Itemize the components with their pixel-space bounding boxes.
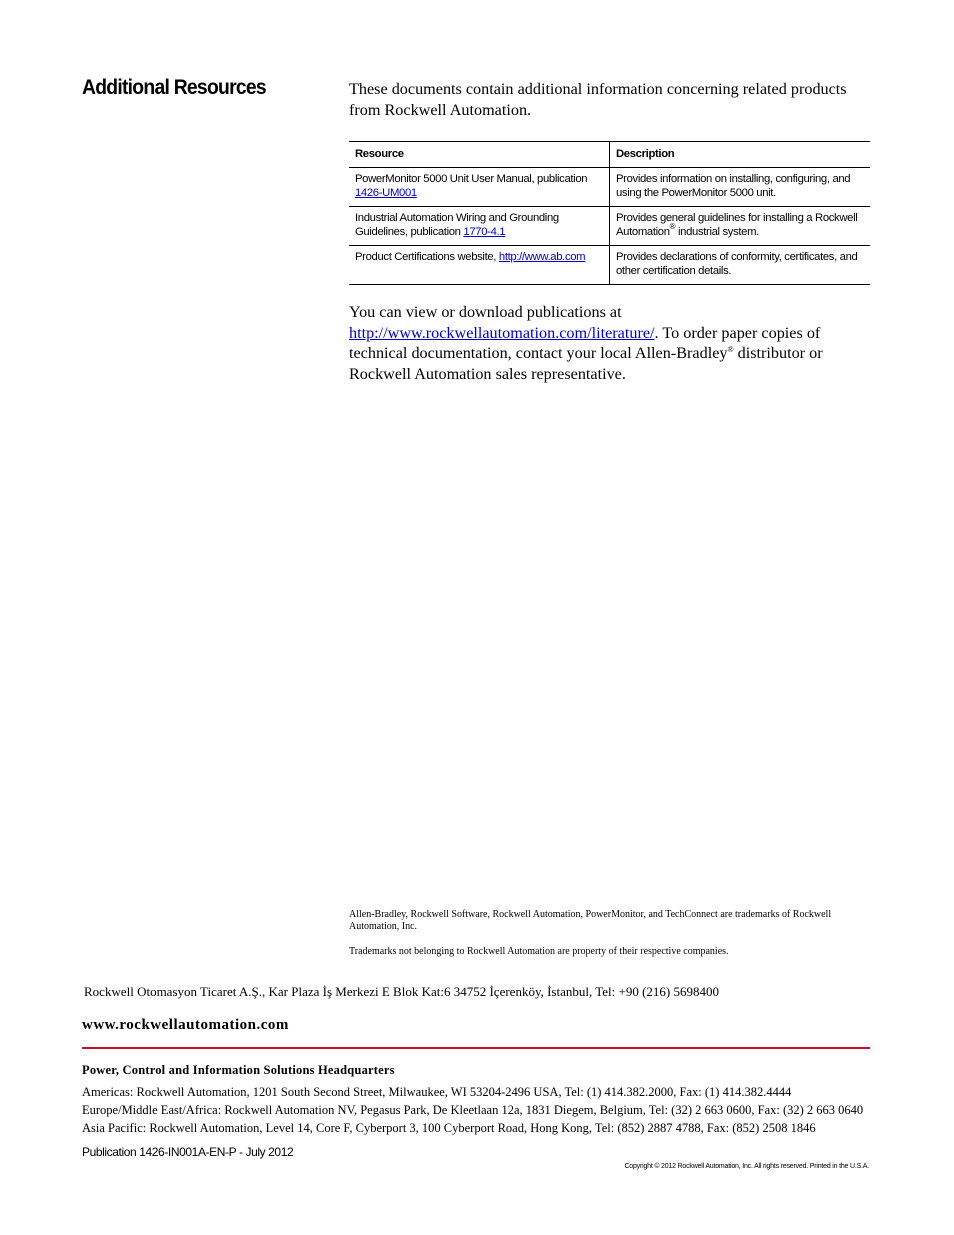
hq-americas: Americas: Rockwell Automation, 1201 South Second Street, Milwaukee, WI 53204-2496 USA, Tel: (1) 414.382.2000, Fax: (1) 414.382.4444 xyxy=(82,1085,792,1099)
resource-link-ab-com[interactable]: http://www.ab.com xyxy=(498,251,586,263)
section-title: Additional Resources xyxy=(82,76,266,99)
registered-mark: ® xyxy=(669,222,676,231)
copyright-notice: Copyright © 2012 Rockwell Automation, Inc. All rights reserved. Printed in the U.S.A. xyxy=(624,1163,869,1170)
table-header-row xyxy=(349,142,870,168)
registered-mark: ® xyxy=(727,345,734,354)
header-description: Description xyxy=(610,142,871,168)
view-text: distributor or Rockwell Automation sales representative. xyxy=(349,344,823,383)
literature-link[interactable]: http://www.rockwellautomation.com/literature/ xyxy=(349,323,655,342)
description-cell: Provides information on installing, configuring, and using the PowerMonitor 5000 unit. xyxy=(610,168,871,207)
description-cell: Provides declarations of conformity, certificates, and other certification details. xyxy=(616,251,858,277)
header-resource: Resource xyxy=(349,142,610,168)
website-url: www.rockwellautomation.com xyxy=(82,1017,289,1033)
resource-cell xyxy=(349,168,610,207)
table-row xyxy=(349,168,870,207)
resource-link-um001[interactable]: 1426-UM001 xyxy=(355,187,417,199)
description-text: Provides general guidelines for installing a Rockwell Automation xyxy=(616,212,858,238)
resource-cell xyxy=(349,207,610,246)
hq-emea: Europe/Middle East/Africa: Rockwell Automation NV, Pegasus Park, De Kleetlaan 12a, 1831 Diegem, Belgium, Tel: (32) 2 663 0600, Fax: (32) 2 663 0640 xyxy=(82,1103,864,1117)
table-row xyxy=(349,207,870,246)
divider-rule xyxy=(82,1047,870,1049)
table-row xyxy=(349,246,870,285)
resource-text: Industrial Automation Wiring and Grounding Guidelines, publication xyxy=(355,212,559,238)
description-cell xyxy=(610,207,871,246)
view-download-paragraph xyxy=(349,302,849,384)
view-text: . To order paper copies of technical documentation, contact your local Allen-Bradley xyxy=(349,323,821,362)
hq-apac: Asia Pacific: Rockwell Automation, Level 14, Core F, Cyberport 3, 100 Cyberport Road, Hong Kong, Tel: (852) 2887 4788, Fax: (852) 2508 1846 xyxy=(82,1121,816,1135)
resource-text: PowerMonitor 5000 Unit User Manual, publication xyxy=(355,173,588,185)
description-text: industrial system. xyxy=(675,226,759,238)
view-text: You can view or download publications at xyxy=(349,303,622,321)
resource-table xyxy=(349,141,870,285)
hq-title: Power, Control and Information Solutions Headquarters xyxy=(82,1063,395,1077)
resource-cell xyxy=(349,246,610,285)
trademark-notice: Allen-Bradley, Rockwell Software, Rockwell Automation, PowerMonitor, and TechConnect are trademarks of Rockwell Automation, Inc. xyxy=(349,909,832,932)
resource-link-1770[interactable]: 1770-4.1 xyxy=(463,226,506,238)
turkey-address: Rockwell Otomasyon Ticaret A.Ş., Kar Plaza İş Merkezi E Blok Kat:6 34752 İçerenköy, İstanbul, Tel: +90 (216) 5698400 xyxy=(84,984,720,999)
publication-number: Publication 1426-IN001A-EN-P - July 2012 xyxy=(82,1145,294,1159)
intro-paragraph: These documents contain additional information concerning related products from Rockwell Automation. xyxy=(349,80,847,119)
resource-text: Product Certifications website, xyxy=(355,251,499,263)
trademark-disclaimer: Trademarks not belonging to Rockwell Automation are property of their respective companies. xyxy=(349,946,729,957)
